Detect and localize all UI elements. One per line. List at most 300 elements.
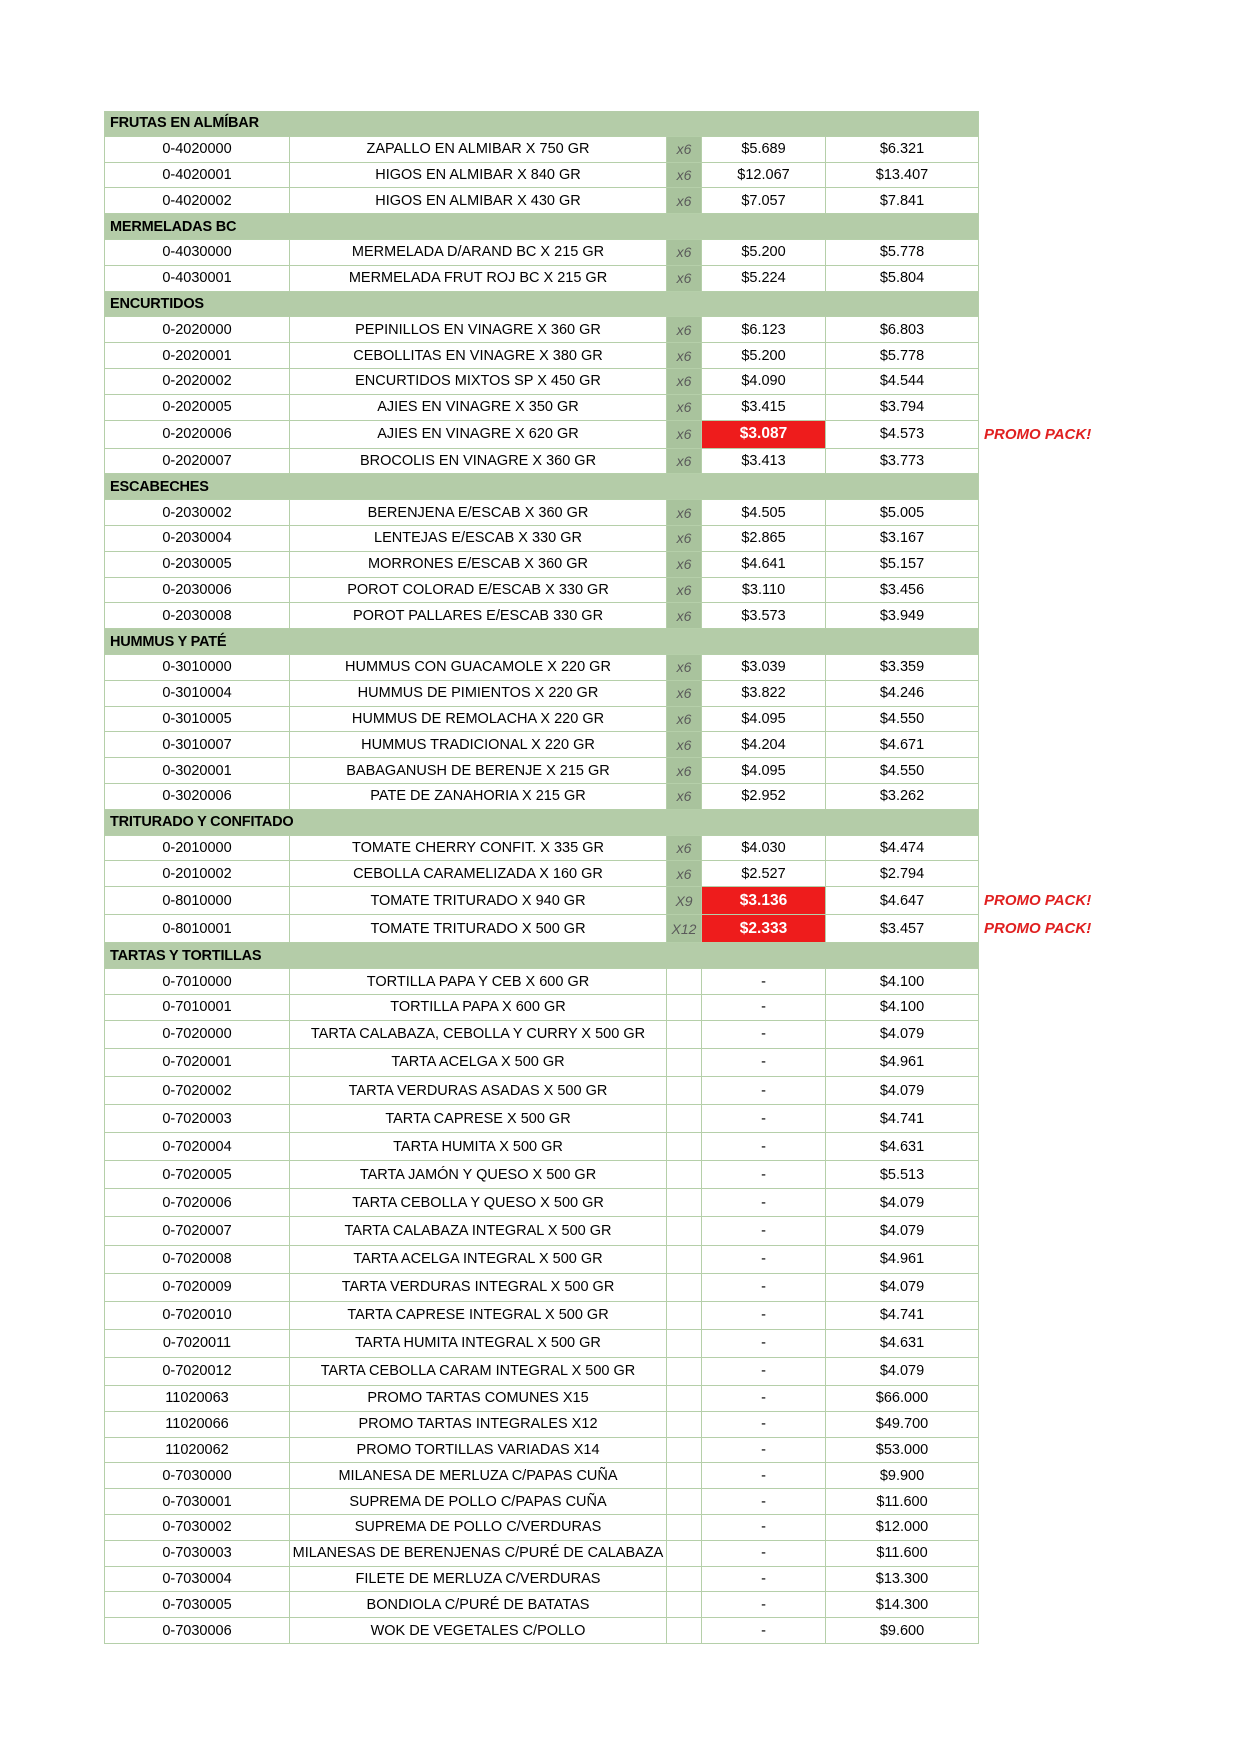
- pack-size: [667, 995, 702, 1020]
- product-description: TORTILLA PAPA X 600 GR: [290, 995, 667, 1020]
- retail-price: $4.961: [826, 1246, 979, 1273]
- wholesale-price: -: [702, 1438, 826, 1463]
- product-description: HUMMUS CON GUACAMOLE X 220 GR: [290, 655, 667, 680]
- product-code: 0-2030008: [104, 603, 290, 628]
- wholesale-price: -: [702, 1463, 826, 1488]
- pack-size: [667, 1021, 702, 1048]
- pack-size: [667, 1330, 702, 1357]
- product-code: 0-7020011: [104, 1330, 290, 1357]
- product-code: 0-7020007: [104, 1217, 290, 1244]
- wholesale-price: -: [702, 1161, 826, 1188]
- table-row: [104, 1386, 979, 1412]
- table-row: [104, 188, 979, 214]
- table-row: [104, 1541, 979, 1567]
- retail-price: $13.407: [826, 163, 979, 188]
- product-code: 0-4030001: [104, 266, 290, 291]
- table-row: [104, 163, 979, 189]
- retail-price: $7.841: [826, 188, 979, 213]
- wholesale-price: $4.090: [702, 369, 826, 394]
- pack-size: [667, 1515, 702, 1540]
- product-code: 0-3020001: [104, 758, 290, 783]
- wholesale-price: -: [702, 1133, 826, 1160]
- product-code: 0-4030000: [104, 240, 290, 265]
- pack-size: [667, 1592, 702, 1617]
- product-code: 0-2030005: [104, 552, 290, 577]
- wholesale-price: -: [702, 1618, 826, 1643]
- retail-price: $5.778: [826, 343, 979, 368]
- pack-size: x6: [667, 707, 702, 732]
- wholesale-price: $4.641: [702, 552, 826, 577]
- product-description: TARTA CAPRESE INTEGRAL X 500 GR: [290, 1302, 667, 1329]
- wholesale-price: -: [702, 1246, 826, 1273]
- table-row: [104, 266, 979, 292]
- retail-price: $5.778: [826, 240, 979, 265]
- wholesale-price: $5.224: [702, 266, 826, 291]
- product-code: 0-2030004: [104, 526, 290, 551]
- product-code: 0-8010001: [104, 915, 290, 942]
- pack-size: x6: [667, 163, 702, 188]
- table-row: [104, 758, 979, 784]
- table-row: [104, 1274, 979, 1302]
- retail-price: $4.741: [826, 1302, 979, 1329]
- section-header: [104, 629, 979, 655]
- retail-price: $4.079: [826, 1077, 979, 1104]
- pack-size: x6: [667, 188, 702, 213]
- retail-price: $5.157: [826, 552, 979, 577]
- table-row: [104, 421, 1092, 449]
- product-description: CEBOLLA CARAMELIZADA X 160 GR: [290, 861, 667, 886]
- product-code: 0-2010000: [104, 836, 290, 861]
- product-code: 0-7030001: [104, 1489, 290, 1514]
- product-description: MORRONES E/ESCAB X 360 GR: [290, 552, 667, 577]
- product-code: 0-3010007: [104, 732, 290, 757]
- product-code: 0-3010005: [104, 707, 290, 732]
- product-description: AJIES EN VINAGRE X 350 GR: [290, 395, 667, 420]
- product-description: MILANESAS DE BERENJENAS C/PURÉ DE CALABAZA: [290, 1541, 667, 1566]
- product-code: 0-7030004: [104, 1567, 290, 1592]
- product-description: HUMMUS TRADICIONAL X 220 GR: [290, 732, 667, 757]
- product-code: 0-2010002: [104, 861, 290, 886]
- product-code: 0-2020000: [104, 317, 290, 342]
- product-description: HUMMUS DE REMOLACHA X 220 GR: [290, 707, 667, 732]
- product-code: 0-7020010: [104, 1302, 290, 1329]
- promo-pack-label: PROMO PACK!: [984, 892, 1092, 910]
- table-row: [104, 1105, 979, 1133]
- retail-price: $3.949: [826, 603, 979, 628]
- product-description: WOK DE VEGETALES C/POLLO: [290, 1618, 667, 1643]
- table-row: [104, 1133, 979, 1161]
- retail-price: $4.100: [826, 995, 979, 1020]
- retail-price: $49.700: [826, 1412, 979, 1437]
- product-code: 0-3010004: [104, 681, 290, 706]
- section-title: TRITURADO Y CONFITADO: [104, 810, 979, 835]
- pack-size: [667, 1386, 702, 1411]
- retail-price: $14.300: [826, 1592, 979, 1617]
- table-row: [104, 1592, 979, 1618]
- section-title: ENCURTIDOS: [104, 292, 979, 317]
- wholesale-price: -: [702, 1217, 826, 1244]
- retail-price: $4.647: [826, 887, 979, 914]
- product-code: 0-4020002: [104, 188, 290, 213]
- product-description: MILANESA DE MERLUZA C/PAPAS CUÑA: [290, 1463, 667, 1488]
- product-description: PEPINILLOS EN VINAGRE X 360 GR: [290, 317, 667, 342]
- wholesale-price: $3.822: [702, 681, 826, 706]
- retail-price: $3.359: [826, 655, 979, 680]
- pack-size: x6: [667, 578, 702, 603]
- product-code: 0-7020003: [104, 1105, 290, 1132]
- wholesale-price: $12.067: [702, 163, 826, 188]
- wholesale-price: $4.095: [702, 758, 826, 783]
- retail-price: $3.794: [826, 395, 979, 420]
- table-row: [104, 836, 979, 862]
- retail-price: $5.513: [826, 1161, 979, 1188]
- table-row: [104, 1049, 979, 1077]
- product-description: TARTA VERDURAS ASADAS X 500 GR: [290, 1077, 667, 1104]
- table-row: [104, 603, 979, 629]
- product-description: PROMO TORTILLAS VARIADAS X14: [290, 1438, 667, 1463]
- retail-price: $53.000: [826, 1438, 979, 1463]
- product-description: HIGOS EN ALMIBAR X 430 GR: [290, 188, 667, 213]
- pack-size: [667, 1489, 702, 1514]
- wholesale-price: -: [702, 1189, 826, 1216]
- product-description: TARTA ACELGA INTEGRAL X 500 GR: [290, 1246, 667, 1273]
- table-row: [104, 681, 979, 707]
- product-code: 0-4020001: [104, 163, 290, 188]
- table-row: [104, 1567, 979, 1593]
- wholesale-price: -: [702, 1386, 826, 1411]
- product-description: TARTA CALABAZA INTEGRAL X 500 GR: [290, 1217, 667, 1244]
- pack-size: X12: [667, 915, 702, 942]
- table-row: [104, 1189, 979, 1217]
- product-description: TARTA HUMITA INTEGRAL X 500 GR: [290, 1330, 667, 1357]
- retail-price: $4.741: [826, 1105, 979, 1132]
- product-description: POROT PALLARES E/ESCAB 330 GR: [290, 603, 667, 628]
- retail-price: $3.456: [826, 578, 979, 603]
- product-code: 11020066: [104, 1412, 290, 1437]
- wholesale-price: -: [702, 1567, 826, 1592]
- product-code: 0-7020001: [104, 1049, 290, 1076]
- product-code: 0-7020009: [104, 1274, 290, 1301]
- pack-size: x6: [667, 758, 702, 783]
- retail-price: $66.000: [826, 1386, 979, 1411]
- wholesale-price: $3.573: [702, 603, 826, 628]
- wholesale-price: $4.030: [702, 836, 826, 861]
- pack-size: x6: [667, 526, 702, 551]
- product-description: POROT COLORAD E/ESCAB X 330 GR: [290, 578, 667, 603]
- pack-size: [667, 1105, 702, 1132]
- retail-price: $4.079: [826, 1021, 979, 1048]
- wholesale-price: $5.200: [702, 240, 826, 265]
- retail-price: $4.550: [826, 758, 979, 783]
- pack-size: x6: [667, 784, 702, 809]
- product-description: MERMELADA D/ARAND BC X 215 GR: [290, 240, 667, 265]
- product-description: PROMO TARTAS INTEGRALES X12: [290, 1412, 667, 1437]
- table-row: [104, 1358, 979, 1386]
- product-code: 0-7020004: [104, 1133, 290, 1160]
- table-row: [104, 1438, 979, 1464]
- retail-price: $3.457: [826, 915, 979, 942]
- retail-price: $6.803: [826, 317, 979, 342]
- pack-size: x6: [667, 317, 702, 342]
- product-code: 0-7030006: [104, 1618, 290, 1643]
- pack-size: x6: [667, 861, 702, 886]
- table-row: [104, 915, 1092, 943]
- product-description: TOMATE TRITURADO X 500 GR: [290, 915, 667, 942]
- wholesale-price: $3.110: [702, 578, 826, 603]
- product-description: TARTA JAMÓN Y QUESO X 500 GR: [290, 1161, 667, 1188]
- product-code: 0-2020001: [104, 343, 290, 368]
- table-row: [104, 1302, 979, 1330]
- pack-size: x6: [667, 369, 702, 394]
- wholesale-price: -: [702, 1021, 826, 1048]
- retail-price: $4.474: [826, 836, 979, 861]
- wholesale-price: $7.057: [702, 188, 826, 213]
- pack-size: [667, 1077, 702, 1104]
- wholesale-price: -: [702, 1515, 826, 1540]
- section-title: HUMMUS Y PATÉ: [104, 629, 979, 654]
- pack-size: x6: [667, 421, 702, 448]
- product-description: ZAPALLO EN ALMIBAR X 750 GR: [290, 137, 667, 162]
- product-description: ENCURTIDOS MIXTOS SP X 450 GR: [290, 369, 667, 394]
- pack-size: [667, 1463, 702, 1488]
- section-header: [104, 292, 979, 318]
- product-code: 0-2020007: [104, 449, 290, 474]
- table-row: [104, 500, 979, 526]
- product-description: SUPREMA DE POLLO C/VERDURAS: [290, 1515, 667, 1540]
- product-code: 0-7010000: [104, 969, 290, 994]
- product-description: LENTEJAS E/ESCAB X 330 GR: [290, 526, 667, 551]
- table-row: [104, 732, 979, 758]
- table-row: [104, 1161, 979, 1189]
- product-description: TARTA ACELGA X 500 GR: [290, 1049, 667, 1076]
- product-description: AJIES EN VINAGRE X 620 GR: [290, 421, 667, 448]
- product-description: PATE DE ZANAHORIA X 215 GR: [290, 784, 667, 809]
- wholesale-price: $5.689: [702, 137, 826, 162]
- wholesale-price: -: [702, 1077, 826, 1104]
- product-code: 0-2020002: [104, 369, 290, 394]
- product-code: 0-8010000: [104, 887, 290, 914]
- pack-size: X9: [667, 887, 702, 914]
- retail-price: $3.262: [826, 784, 979, 809]
- product-description: TORTILLA PAPA Y CEB X 600 GR: [290, 969, 667, 994]
- table-row: [104, 317, 979, 343]
- table-row: [104, 1217, 979, 1245]
- pack-size: x6: [667, 732, 702, 757]
- wholesale-price: -: [702, 1358, 826, 1385]
- product-description: HUMMUS DE PIMIENTOS X 220 GR: [290, 681, 667, 706]
- table-row: [104, 1515, 979, 1541]
- product-code: 0-2020005: [104, 395, 290, 420]
- section-title: MERMELADAS BC: [104, 214, 979, 239]
- wholesale-price: -: [702, 969, 826, 994]
- product-description: BABAGANUSH DE BERENJE X 215 GR: [290, 758, 667, 783]
- table-row: [104, 861, 979, 887]
- product-description: BERENJENA E/ESCAB X 360 GR: [290, 500, 667, 525]
- table-row: [104, 887, 1092, 915]
- table-row: [104, 1077, 979, 1105]
- table-row: [104, 1412, 979, 1438]
- pack-size: x6: [667, 449, 702, 474]
- table-row: [104, 1489, 979, 1515]
- table-row: [104, 526, 979, 552]
- product-description: TARTA CALABAZA, CEBOLLA Y CURRY X 500 GR: [290, 1021, 667, 1048]
- pack-size: [667, 1274, 702, 1301]
- pack-size: [667, 1217, 702, 1244]
- section-header: [104, 111, 979, 137]
- table-row: [104, 707, 979, 733]
- table-row: [104, 578, 979, 604]
- pack-size: [667, 1133, 702, 1160]
- product-description: FILETE DE MERLUZA C/VERDURAS: [290, 1567, 667, 1592]
- product-description: CEBOLLITAS EN VINAGRE X 380 GR: [290, 343, 667, 368]
- wholesale-price: -: [702, 1489, 826, 1514]
- wholesale-price: $4.204: [702, 732, 826, 757]
- table-row: [104, 969, 979, 995]
- table-row: [104, 784, 979, 810]
- section-header: [104, 943, 979, 969]
- pack-size: [667, 969, 702, 994]
- retail-price: $6.321: [826, 137, 979, 162]
- pack-size: [667, 1189, 702, 1216]
- product-code: 0-7030000: [104, 1463, 290, 1488]
- pack-size: x6: [667, 266, 702, 291]
- wholesale-price: $6.123: [702, 317, 826, 342]
- pack-size: [667, 1567, 702, 1592]
- pack-size: x6: [667, 343, 702, 368]
- pack-size: [667, 1541, 702, 1566]
- retail-price: $3.773: [826, 449, 979, 474]
- price-list-table: [104, 111, 1092, 1644]
- product-code: 11020062: [104, 1438, 290, 1463]
- table-row: [104, 240, 979, 266]
- retail-price: $3.167: [826, 526, 979, 551]
- pack-size: x6: [667, 681, 702, 706]
- table-row: [104, 395, 979, 421]
- pack-size: x6: [667, 137, 702, 162]
- wholesale-price: $5.200: [702, 343, 826, 368]
- product-code: 11020063: [104, 1386, 290, 1411]
- product-code: 0-2020006: [104, 421, 290, 448]
- product-description: TARTA HUMITA X 500 GR: [290, 1133, 667, 1160]
- retail-price: $9.900: [826, 1463, 979, 1488]
- product-code: 0-3010000: [104, 655, 290, 680]
- table-row: [104, 369, 979, 395]
- product-code: 0-3020006: [104, 784, 290, 809]
- wholesale-price: -: [702, 1302, 826, 1329]
- retail-price: $4.671: [826, 732, 979, 757]
- pack-size: [667, 1302, 702, 1329]
- retail-price: $4.100: [826, 969, 979, 994]
- retail-price: $4.961: [826, 1049, 979, 1076]
- product-code: 0-4020000: [104, 137, 290, 162]
- product-description: TOMATE CHERRY CONFIT. X 335 GR: [290, 836, 667, 861]
- product-description: BROCOLIS EN VINAGRE X 360 GR: [290, 449, 667, 474]
- wholesale-price: $3.415: [702, 395, 826, 420]
- retail-price: $4.544: [826, 369, 979, 394]
- wholesale-price: $3.413: [702, 449, 826, 474]
- product-code: 0-7020002: [104, 1077, 290, 1104]
- retail-price: $4.079: [826, 1358, 979, 1385]
- product-description: TARTA CAPRESE X 500 GR: [290, 1105, 667, 1132]
- product-description: TOMATE TRITURADO X 940 GR: [290, 887, 667, 914]
- promo-pack-label: PROMO PACK!: [984, 920, 1092, 938]
- retail-price: $4.631: [826, 1133, 979, 1160]
- pack-size: [667, 1618, 702, 1643]
- table-row: [104, 343, 979, 369]
- table-row: [104, 1330, 979, 1358]
- table-row: [104, 1246, 979, 1274]
- table-row: [104, 995, 979, 1021]
- pack-size: [667, 1161, 702, 1188]
- retail-price: $13.300: [826, 1567, 979, 1592]
- retail-price: $9.600: [826, 1618, 979, 1643]
- wholesale-price: $4.095: [702, 707, 826, 732]
- wholesale-price: -: [702, 1274, 826, 1301]
- promo-price: $3.087: [702, 421, 826, 448]
- product-code: 0-2030006: [104, 578, 290, 603]
- product-description: PROMO TARTAS COMUNES X15: [290, 1386, 667, 1411]
- product-code: 0-7020008: [104, 1246, 290, 1273]
- product-code: 0-7020000: [104, 1021, 290, 1048]
- section-title: TARTAS Y TORTILLAS: [104, 943, 979, 968]
- pack-size: [667, 1358, 702, 1385]
- wholesale-price: -: [702, 1412, 826, 1437]
- wholesale-price: $2.527: [702, 861, 826, 886]
- wholesale-price: $2.952: [702, 784, 826, 809]
- product-description: HIGOS EN ALMIBAR X 840 GR: [290, 163, 667, 188]
- table-row: [104, 552, 979, 578]
- retail-price: $5.804: [826, 266, 979, 291]
- retail-price: $12.000: [826, 1515, 979, 1540]
- wholesale-price: -: [702, 1592, 826, 1617]
- wholesale-price: -: [702, 1049, 826, 1076]
- product-description: SUPREMA DE POLLO C/PAPAS CUÑA: [290, 1489, 667, 1514]
- product-code: 0-2030002: [104, 500, 290, 525]
- pack-size: [667, 1438, 702, 1463]
- section-title: FRUTAS EN ALMÍBAR: [104, 111, 979, 136]
- wholesale-price: -: [702, 1541, 826, 1566]
- pack-size: x6: [667, 552, 702, 577]
- section-header: [104, 214, 979, 240]
- pack-size: [667, 1246, 702, 1273]
- product-code: 0-7030003: [104, 1541, 290, 1566]
- retail-price: $4.079: [826, 1217, 979, 1244]
- retail-price: $11.600: [826, 1489, 979, 1514]
- retail-price: $11.600: [826, 1541, 979, 1566]
- product-description: TARTA CEBOLLA CARAM INTEGRAL X 500 GR: [290, 1358, 667, 1385]
- wholesale-price: -: [702, 1105, 826, 1132]
- section-header: [104, 810, 979, 836]
- product-code: 0-7020006: [104, 1189, 290, 1216]
- retail-price: $4.631: [826, 1330, 979, 1357]
- table-row: [104, 449, 979, 475]
- retail-price: $4.573: [826, 421, 979, 448]
- promo-price: $3.136: [702, 887, 826, 914]
- pack-size: [667, 1049, 702, 1076]
- product-description: BONDIOLA C/PURÉ DE BATATAS: [290, 1592, 667, 1617]
- section-title: ESCABECHES: [104, 474, 979, 499]
- product-code: 0-7010001: [104, 995, 290, 1020]
- pack-size: x6: [667, 836, 702, 861]
- wholesale-price: $4.505: [702, 500, 826, 525]
- product-code: 0-7030002: [104, 1515, 290, 1540]
- pack-size: [667, 1412, 702, 1437]
- wholesale-price: $3.039: [702, 655, 826, 680]
- product-description: TARTA VERDURAS INTEGRAL X 500 GR: [290, 1274, 667, 1301]
- table-row: [104, 137, 979, 163]
- pack-size: x6: [667, 395, 702, 420]
- product-code: 0-7020012: [104, 1358, 290, 1385]
